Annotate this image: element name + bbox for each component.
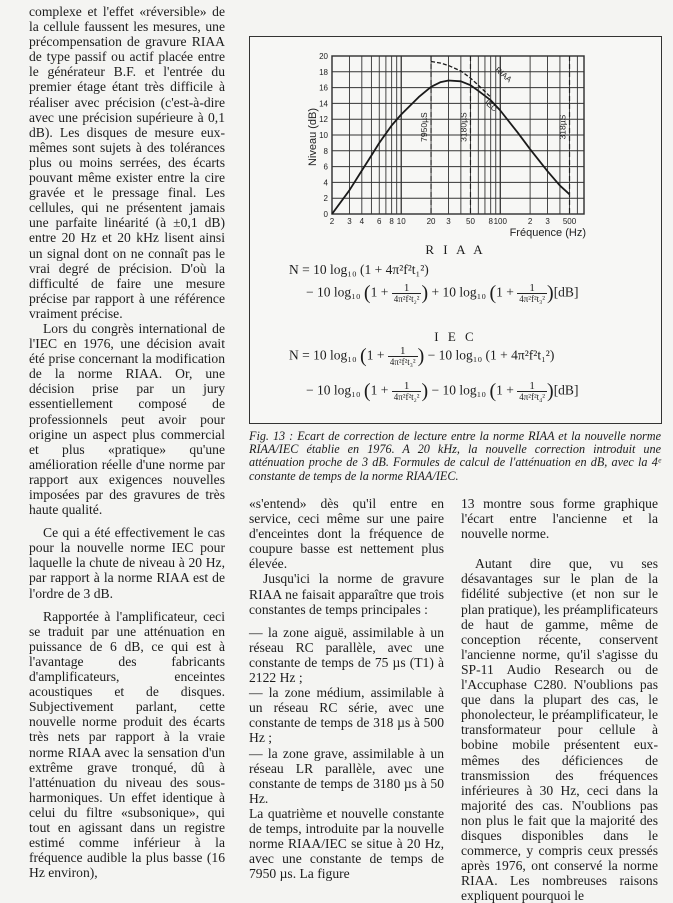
x-tick-label: 8: [389, 217, 394, 226]
fraction: [392, 283, 422, 304]
x-tick-label: 500: [562, 217, 577, 226]
iec-formula-title: I E C: [434, 329, 477, 344]
x-tick-label: 8: [488, 217, 493, 226]
formula-text: − 10 log₁₀: [306, 284, 361, 300]
figure-13: [249, 36, 662, 424]
x-tick-label: 2: [527, 217, 533, 226]
paragraph: complexe et l'effet «réversible» de la cellule faussent les mesures, une précompensation de gravure RIAA de type passif ou actif placée entre le générateur B.F. et l'entrée du premier étage étant très difficile à réaliser avec précision (c'est-à-dire avec une précision supérieure à 0,1 dB). Les disques de mesure eux-mêmes sont sujets à des tolérances plus ou moins serrées, des écarts pouvant même exister entre la cire gravée et le pressage final. Les cellules, qui ne présentent jamais une parfaite linéarité (à ±0,1 dB) entre 20 Hz et 20 kHz lisent ainsi un signal dont on ne connaît pas le vrai degré de précision. D'où la difficulté de faire une mesure précise par rapport à une référence vraiment précise.: [29, 4, 225, 321]
y-axis-label: Niveau (dB): [307, 107, 319, 167]
x-tick-label: 3: [545, 217, 550, 226]
paragraph: Ce qui a été effectivement le cas pour la nouvelle norme IEC pour laquelle la chute de niveau à 20 Hz, par rapport à la norme RIAA est de l'ordre de 3 dB.: [29, 525, 225, 601]
x-tick-label: 10: [396, 217, 406, 226]
y-tick-label: 10: [319, 131, 328, 140]
paragraph: Jusqu'ici la norme de gravure RIAA ne faisait apparaître que trois constantes de temps principales :: [249, 571, 444, 617]
y-tick-label: 0: [323, 210, 328, 219]
y-tick-label: 12: [319, 115, 328, 125]
paragraph: La quatrième et nouvelle constante de temps, introduite par la nouvelle norme RIAA/IEC se situe à 20 Hz, avec une constante de temps de 7950 µs. La figure: [249, 805, 444, 882]
x-tick-label: 2: [329, 217, 335, 226]
y-tick-label: 16: [319, 83, 328, 93]
formula-text: − 10 log₁₀: [431, 382, 487, 398]
x-tick-label: 50: [466, 217, 475, 226]
time-constant-label: 318µS: [557, 114, 568, 140]
y-tick-label: 18: [319, 67, 328, 77]
y-tick-label: 14: [319, 99, 328, 109]
numerator: 1: [517, 283, 547, 294]
x-axis-label: Fréquence (Hz): [509, 227, 586, 239]
numerator: 1: [517, 381, 547, 392]
text-column-2: [249, 496, 444, 881]
time-constant-label: 3180µS: [458, 112, 469, 142]
x-tick-label: 3: [446, 217, 451, 226]
formula-text: 1 +: [370, 382, 389, 398]
x-tick-label: 3: [347, 217, 352, 226]
text-column-1: [29, 4, 225, 880]
formula-text: + 10 log₁₀: [431, 284, 487, 300]
denominator: 4π²f²t₃²: [389, 357, 416, 367]
iec-formula-line-2: − 10 log₁₀ (1 + $\frac{1}{\text{4π²f²t₂²}}$ ) − 10 log₁₀ (1 + $\frac{1}{\text{4π²f²t₄²}}$ )[dB]: [306, 380, 579, 402]
formula-text: N = 10 log₁₀: [289, 347, 357, 363]
y-tick-label: 8: [323, 146, 328, 156]
paragraph: — la zone aiguë, assimilable à un réseau RC parallèle, avec une constante de temps de 75 µs (T1) à 2122 Hz ;: [249, 624, 444, 686]
formula-text: − 10 log₁₀ (1 + 4π²f²t₁²): [427, 347, 555, 363]
fraction: [517, 283, 547, 304]
x-tick-label: 20: [426, 217, 436, 226]
paragraph: — la zone médium, assimilable à un réseau RC série, avec une constante de temps de 318 µs à 500 Hz ;: [249, 685, 444, 746]
paragraph: 13 montre sous forme graphique l'écart entre l'ancienne et la nouvelle norme.: [461, 496, 658, 542]
numerator: 1: [388, 346, 418, 357]
riaa-formula-line-2: − 10 log₁₀ (1 + $\frac{1}{\text{4π²f²t₂²}}$ ) + 10 log₁₀ (1 + $\frac{1}{\text{4π²f²t₃²}}$ )[dB]: [306, 282, 579, 304]
denominator: 4π²f²t₂²: [393, 294, 420, 304]
y-tick-label: 20: [319, 52, 328, 61]
denominator: 4π²f²t₄²: [519, 392, 546, 402]
curve-label-iec: IEC: [482, 98, 499, 114]
denominator: 4π²f²t₃²: [519, 294, 546, 304]
paragraph: Rapportée à l'amplificateur, ceci se traduit par une atténuation en puissance de 6 dB, ce qui est à l'avantage des fabricants d'amplificateurs, enceintes acoustiques et de disques. Subjectivement parlant, cette nouvelle norme produit des écarts très nets par rapport à la vraie norme RIAA avec la sensation d'un extrême grave tronqué, dû à l'atténuation du niveau des sous-harmoniques. Un effet identique à celui du filtre «subsonique», qui tout en agissant dans un registre estimé comme inférieur à la fréquence audible la plus basse (16 Hz environ),: [29, 608, 225, 881]
x-tick-label: 100: [493, 217, 507, 226]
formula-text: − 10 log₁₀: [306, 382, 361, 398]
y-tick-label: 4: [323, 178, 328, 188]
formula-text: N = 10 log₁₀ (1 + 4π²f²t₁²): [289, 262, 429, 277]
x-tick-label: 4: [359, 217, 365, 226]
series-line-iec: [332, 81, 570, 215]
numerator: 1: [392, 381, 422, 392]
denominator: 4π²f²t₂²: [393, 392, 420, 402]
paragraph: «s'entend» dès qu'il entre en service, ceci même sur une paire d'enceintes dont la fréquence de coupure basse est nettement plus élevée.: [249, 496, 444, 572]
paragraph: Lors du congrès international de l'IEC en 1976, une décision avait été prise concernant la modification de la norme RIAA. Or, une décision prise par un jury essentiellement composé de professionnels peut avoir pour origine un aspect plus commercial et plus «pratique» qu'une amélioration réelle d'une norme par rapport aux exigences nouvelles imposées par des gravures de très haute qualité.: [29, 320, 225, 518]
numerator: 1: [392, 283, 422, 294]
time-constant-label: 7950µS: [419, 112, 430, 142]
paragraph: — la zone grave, assimilable à un réseau LR parallèle, avec une constante de temps de 3180 µs à 50 Hz.: [249, 745, 444, 806]
paragraph: Autant dire que, vu ses désavantages sur le plan de la fidélité subjective (et non sur le plan pratique), les préamplificateurs de haut de gamme, même de conception récente, conservent l'ancienne norme, qu'il s'agisse du SP-11 Audio Research ou de l'Accuphase C280. N'oublions pas que dans la plupart des cas, le phonolecteur, le préamplificateur, le transformateur pour cellule à bobine mobile présentent eux-mêmes des déficiences de transmission des fréquences inférieures à 30 Hz, ceci dans la majorité des cas. N'oublions pas non plus le fait que la majorité des disques disponibles dans le commerce, y compris ceux pressés après 1976, ont conservé la norme RIAA. Les nombreuses raisons expliquent pourquoi le: [461, 556, 658, 903]
y-tick-label: 2: [323, 194, 328, 204]
fraction: [517, 381, 547, 402]
formula-text: 1 +: [370, 284, 389, 300]
formula-unit: [dB]: [553, 382, 579, 398]
formula-text: 1 +: [366, 347, 385, 363]
fraction: [388, 346, 418, 367]
text-column-3: [461, 496, 658, 903]
fraction: [392, 381, 422, 402]
formula-unit: [dB]: [553, 284, 579, 300]
formula-text: 1 +: [496, 284, 514, 300]
riaa-formula-title: R I A A: [425, 242, 486, 257]
figure-caption: Fig. 13 : Ecart de correction de lecture entre la norme RIAA et la nouvelle norme RIAA/IEC établie en 1976. A 20 kHz, la nouvelle correction introduit une atténuation proche de 3 dB. Formules de calcul de l'atténuation en dB, avec la 4ᵉ constante de temps de la norme RIAA/IEC.: [249, 429, 661, 483]
iec-formula-line-1: N = 10 log₁₀ (1 + $\frac{1}{\text{4π²f²t₃²}}$ ) − 10 log₁₀ (1 + 4π²f²t₁²): [289, 345, 555, 367]
y-tick-label: 6: [323, 162, 328, 172]
formula-text: 1 +: [496, 382, 514, 398]
x-tick-label: 6: [377, 217, 382, 226]
curve-label-riaa: RIAA: [493, 65, 514, 85]
riaa-formula-line-1: [289, 262, 429, 278]
